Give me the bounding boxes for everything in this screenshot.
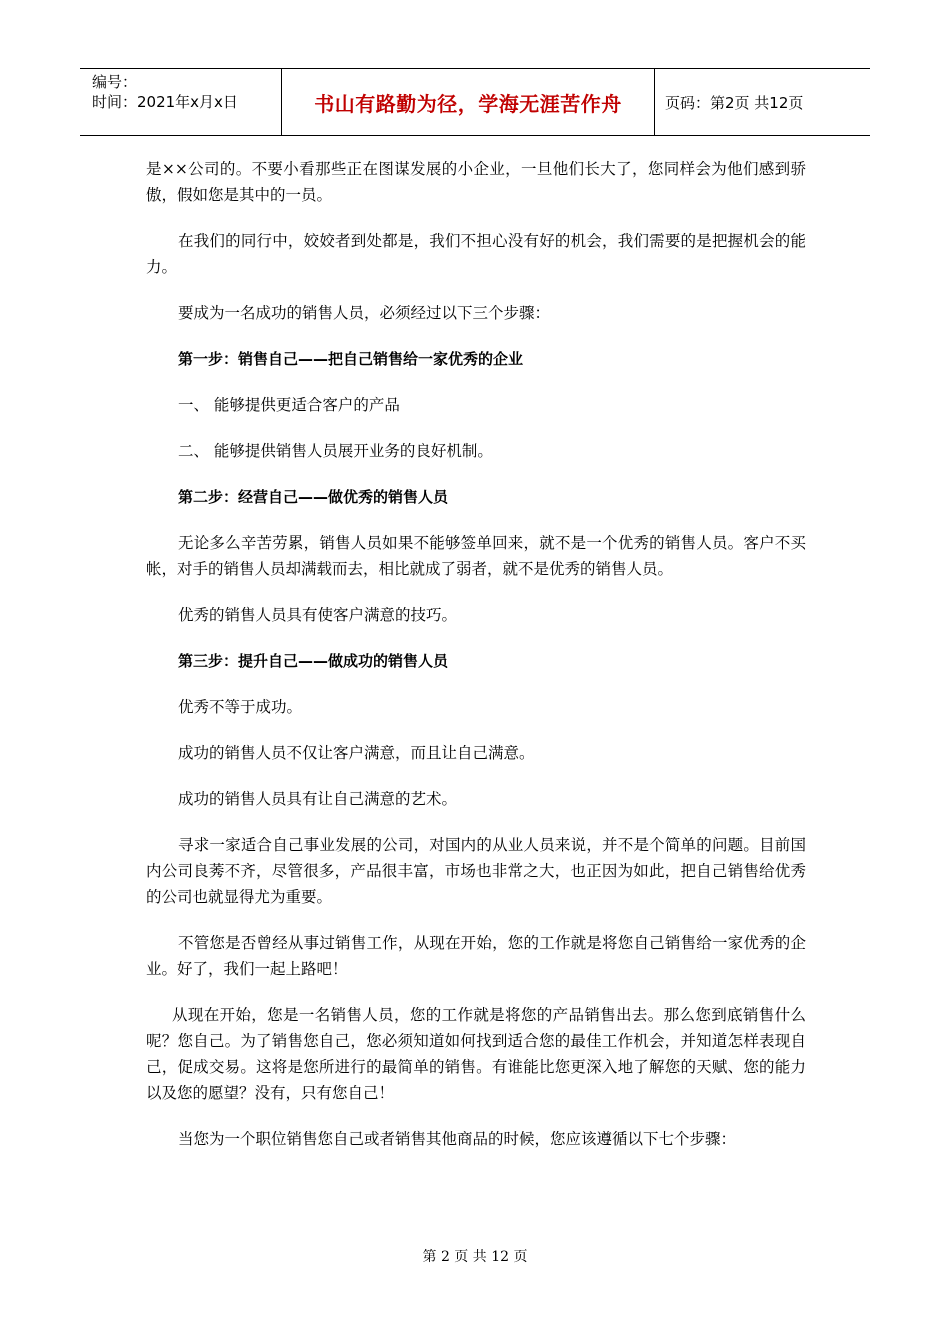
document-body bbox=[146, 156, 806, 1172]
header-page-info: 页码：第2页 共12页 bbox=[665, 93, 804, 112]
paragraph: 要成为一名成功的销售人员，必须经过以下三个步骤： bbox=[178, 304, 551, 322]
header-motto: 书山有路勤为径，学海无涯苦作舟 bbox=[282, 69, 655, 135]
document-date: 时间：2021年x月x日 bbox=[92, 93, 238, 111]
section-heading: 第二步：经营自己——做优秀的销售人员 bbox=[178, 488, 449, 506]
paragraph: 从现在开始，您是一名销售人员，您的工作就是将您的产品销售出去。那么您到底销售什么呢？您自己。为了销售您自己，您必须知道如何找到适合您的最佳工作机会，并知道怎样表现自己，促成交易。这将是您所进行的最简单的销售。有谁能比您更深入地了解您的天赋、您的能力以及您的愿望？没有，只有您自己！ bbox=[146, 1006, 806, 1102]
paragraph: 寻求一家适合自己事业发展的公司，对国内的从业人员来说，并不是个简单的问题。目前国内公司良莠不齐，尽管很多，产品很丰富，市场也非常之大，也正因为如此，把自己销售给优秀的公司也就显得尤为重要。 bbox=[146, 836, 806, 906]
section-heading: 第三步：提升自己——做成功的销售人员 bbox=[178, 652, 449, 670]
paragraph: 无论多么辛苦劳累，销售人员如果不能够签单回来，就不是一个优秀的销售人员。客户不买帐，对手的销售人员却满载而去，相比就成了弱者，就不是优秀的销售人员。 bbox=[146, 534, 806, 578]
paragraph: 当您为一个职位销售您自己或者销售其他商品的时候，您应该遵循以下七个步骤： bbox=[178, 1130, 737, 1148]
document-number-label: 编号： bbox=[92, 73, 138, 91]
section-heading: 第一步：销售自己——把自己销售给一家优秀的企业 bbox=[178, 350, 524, 368]
paragraph: 不管您是否曾经从事过销售工作，从现在开始，您的工作就是将您自己销售给一家优秀的企业。好了，我们一起上路吧！ bbox=[146, 934, 806, 978]
list-item: 二、 能够提供销售人员展开业务的良好机制。 bbox=[178, 442, 493, 460]
paragraph: 在我们的同行中，姣姣者到处都是，我们不担心没有好的机会，我们需要的是把握机会的能力。 bbox=[146, 232, 806, 276]
header-meta bbox=[80, 69, 282, 135]
paragraph: 成功的销售人员具有让自己满意的艺术。 bbox=[178, 790, 458, 808]
paragraph: 成功的销售人员不仅让客户满意，而且让自己满意。 bbox=[178, 744, 535, 762]
paragraph: 优秀不等于成功。 bbox=[178, 698, 303, 716]
list-item: 一、 能够提供更适合客户的产品 bbox=[178, 396, 400, 414]
page-header bbox=[80, 68, 870, 136]
paragraph: 优秀的销售人员具有使客户满意的技巧。 bbox=[178, 606, 458, 624]
paragraph: 是××公司的。不要小看那些正在图谋发展的小企业，一旦他们长大了，您同样会为他们感到骄傲，假如您是其中的一员。 bbox=[146, 160, 806, 204]
page-footer: 第 2 页 共 12 页 bbox=[422, 1249, 528, 1265]
